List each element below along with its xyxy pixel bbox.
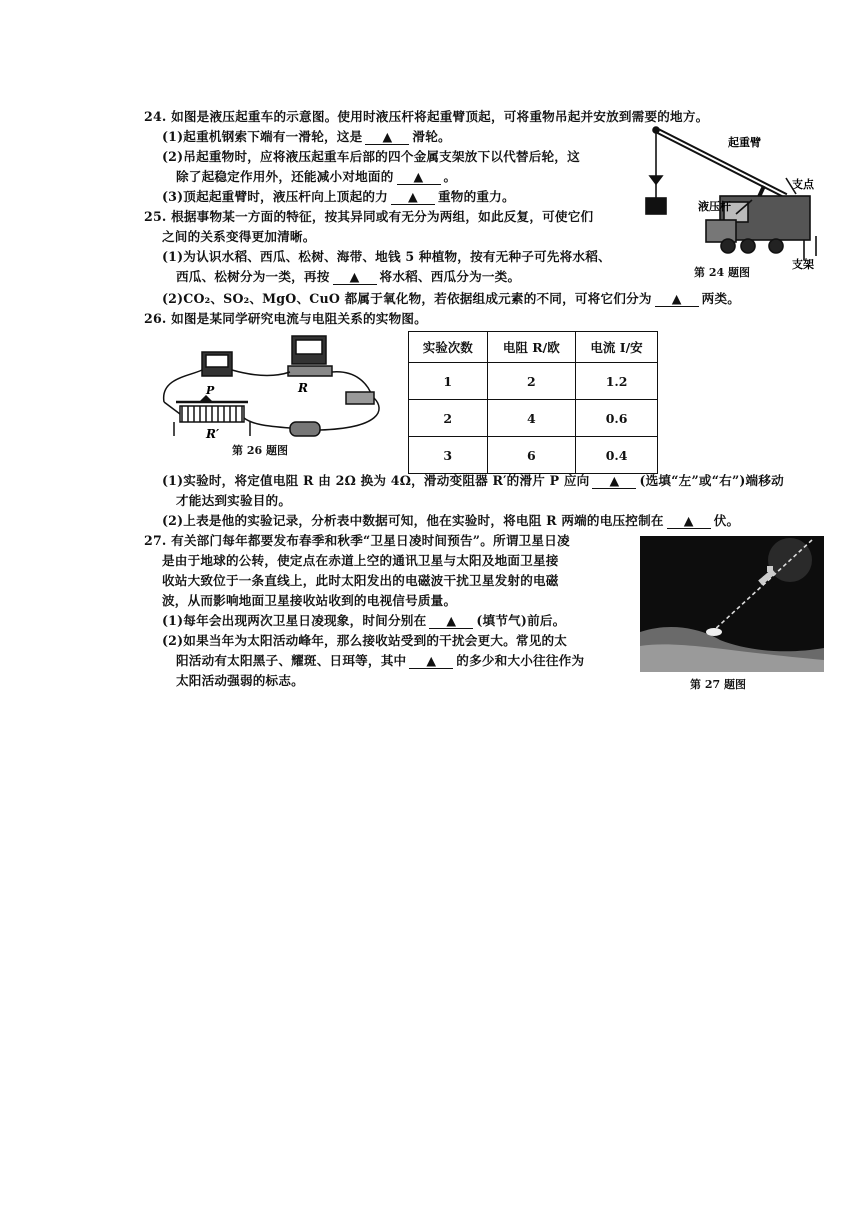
table-cell: 2: [487, 363, 576, 400]
answer-blank[interactable]: ▲: [667, 514, 711, 529]
table-header: 电流 I/安: [576, 332, 658, 363]
q24-part2-line2: 除了起稳定作用外，还能减小对地面的 ▲ 。: [176, 169, 457, 184]
circuit-figure: [160, 330, 392, 444]
data-table: [408, 331, 658, 474]
answer-blank[interactable]: ▲: [592, 474, 636, 489]
table-row: [409, 400, 658, 437]
q24-stem: 24. 如图是液压起重车的示意图。使用时液压杆将起重臂顶起，可将重物吊起并安放到需要的地方。: [144, 109, 709, 124]
q27-part2-line1: (2)如果当年为太阳活动峰年，那么接收站受到的干扰会更大。常见的太: [162, 633, 568, 648]
table-cell: 1.2: [576, 363, 658, 400]
table-row: [409, 437, 658, 474]
q25-stem-line2: 之间的关系变得更加清晰。: [162, 229, 316, 244]
q25-part1-line1: (1)为认识水稻、西瓜、松树、海带、地钱 5 种植物，按有无种子可先将水稻、: [162, 249, 611, 264]
answer-blank[interactable]: ▲: [333, 270, 377, 285]
q26-part1-line2: 才能达到实验目的。: [176, 493, 292, 508]
q27-figure-caption: 第 27 题图: [690, 678, 746, 691]
q24-part2-line1: (2)吊起重物时，应将液压起重车后部的四个金属支架放下以代替后轮，这: [162, 149, 580, 164]
q27-stem-line3: 收站大致位于一条直线上，此时太阳发出的电磁波干扰卫星发射的电磁: [162, 573, 559, 588]
q27-stem-line4: 波，从而影响地面卫星接收站收到的电视信号质量。: [162, 593, 457, 608]
answer-blank[interactable]: ▲: [429, 614, 473, 629]
answer-blank[interactable]: ▲: [391, 190, 435, 205]
q24-figure-caption: 第 24 题图: [694, 266, 750, 279]
table-cell: 0.4: [576, 437, 658, 474]
table-header-row: [409, 332, 658, 363]
q26-part1-line1: (1)实验时，将定值电阻 R 由 2Ω 换为 4Ω，滑动变阻器 R′的滑片 P 应向 ▲ (选填“左”或“右”)端移动: [162, 473, 784, 488]
table-header: 电阻 R/欧: [487, 332, 576, 363]
q24-part1: (1)起重机钢索下端有一滑轮，这是 ▲ 滑轮。: [162, 129, 451, 144]
table-cell: 6: [487, 437, 576, 474]
label-rheostat: R′: [206, 427, 220, 441]
table-row: [409, 363, 658, 400]
table-cell: 1: [409, 363, 488, 400]
q27-part1: (1)每年会出现两次卫星日凌现象，时间分别在 ▲ (填节气)前后。: [162, 613, 566, 628]
q26-figure-caption: 第 26 题图: [232, 444, 288, 457]
q27-part2-line3: 太阳活动强弱的标志。: [176, 673, 304, 688]
q25-part1-line2: 西瓜、松树分为一类，再按 ▲ 将水稻、西瓜分为一类。: [176, 269, 521, 284]
label-crane-arm: 起重臂: [728, 136, 761, 149]
q27-stem-line2: 是由于地球的公转，使定点在赤道上空的通讯卫星与太阳及地面卫星接: [162, 553, 559, 568]
answer-blank[interactable]: ▲: [397, 170, 441, 185]
answer-blank[interactable]: ▲: [655, 292, 699, 307]
q27-part2-line2: 阳活动有太阳黑子、耀斑、日珥等，其中 ▲ 的多少和大小往往作为: [176, 653, 585, 668]
crane-figure: [636, 118, 828, 270]
q25-part2: (2)CO₂、SO₂、MgO、CuO 都属于氧化物，若依据组成元素的不同，可将它们分为 ▲ 两类。: [162, 291, 741, 306]
label-support: 支架: [792, 258, 814, 270]
q25-stem-line1: 25. 根据事物某一方面的特征，按其异同或有无分为两组，如此反复，可使它们: [144, 209, 594, 224]
q26-stem: 26. 如图是某同学研究电流与电阻关系的实物图。: [144, 311, 427, 326]
q24-part3: (3)顶起起重臂时，液压杆向上顶起的力 ▲ 重物的重力。: [162, 189, 515, 204]
label-hydraulic-rod: 液压杆: [698, 200, 731, 213]
label-slider-p: P: [206, 384, 215, 397]
satellite-photo: [640, 536, 824, 672]
table-cell: 3: [409, 437, 488, 474]
table-cell: 2: [409, 400, 488, 437]
table-cell: 4: [487, 400, 576, 437]
answer-blank[interactable]: ▲: [365, 130, 409, 145]
label-pivot: 支点: [792, 178, 814, 191]
table-header: 实验次数: [409, 332, 488, 363]
label-resistor-r: R: [298, 381, 308, 395]
q26-part2: (2)上表是他的实验记录，分析表中数据可知，他在实验时，将电阻 R 两端的电压控制在 ▲ 伏。: [162, 513, 740, 528]
q27-stem-line1: 27. 有关部门每年都要发布春季和秋季“卫星日凌时间预告”。所谓卫星日凌: [144, 533, 570, 548]
answer-blank[interactable]: ▲: [409, 654, 453, 669]
table-cell: 0.6: [576, 400, 658, 437]
